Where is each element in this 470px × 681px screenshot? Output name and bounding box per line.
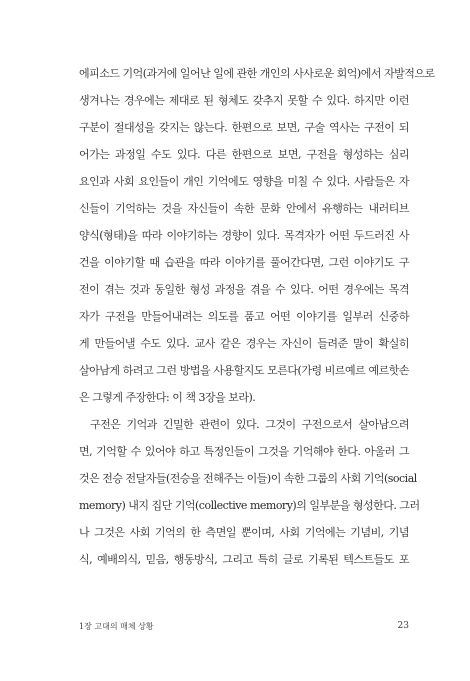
text-line: 양식(형태)을 따라 이야기하는 경향이 있다. 목격자가 어떤 두드러진 사 (79, 229, 409, 242)
body-text (79, 60, 435, 573)
text-line: 요인과 사회 요인들이 개인 기억에도 영향을 미칠 수 있다. 사람들은 자 (79, 175, 409, 188)
paragraph-2 (79, 411, 420, 573)
text-line: 어가는 과정일 수도 있다. 다른 한편으로 보면, 구전을 형성하는 심리 (79, 148, 409, 161)
text-line: 것은 전승 전달자들(전승을 전해주는 이들)이 속한 그룹의 사회 기억(social (79, 472, 417, 485)
text-line: 구분이 절대성을 갖지는 않는다. 한편으로 보면, 구술 역사는 구전이 되 (79, 121, 409, 134)
text-line: 은 그렇게 주장한다: 이 책 3장을 보라). (79, 391, 256, 404)
text-line: 구전은 기억과 긴밀한 관련이 있다. 그것이 구전으로서 살아남으려 (90, 418, 409, 431)
text-line: 전이 겪는 것과 동일한 형성 과정을 겪을 수 있다. 어떤 경우에는 목격 (79, 283, 409, 296)
paragraph-1 (79, 60, 435, 411)
text-line: 자가 구전을 만들어내려는 의도를 품고 어떤 이야기를 일부러 신중하 (79, 310, 409, 323)
text-line: 살아남게 하려고 그런 방법을 사용할지도 모른다(가령 비르예르 예르핫손 (79, 364, 409, 377)
text-line: 에피소드 기억(과거에 일어난 일에 관한 개인의 사사로운 회억)에서 자발적으로 (79, 67, 435, 80)
text-line: memory) 내지 집단 기억(collective memory)의 일부분을 형성한다. 그러 (79, 499, 420, 512)
text-line: 건을 이야기할 때 습관을 따라 이야기를 풀어간다면, 그런 이야기도 구 (79, 256, 409, 269)
text-line: 나 그것은 사회 기억의 한 측면일 뿐이며, 사회 기억에는 기념비, 기념 (79, 526, 409, 539)
text-line: 생겨나는 경우에는 제대로 된 형체도 갖추지 못할 수 있다. 하지만 이런 (79, 94, 409, 107)
text-line: 신들이 기억하는 것을 자신들이 속한 문화 안에서 유행하는 내러티브 (79, 202, 409, 215)
page-number: 23 (397, 621, 409, 631)
text-line: 게 만들어낼 수도 있다. 교사 같은 경우는 자신이 들려준 말이 확실히 (79, 337, 409, 350)
text-line: 면, 기억할 수 있어야 하고 특정인들이 그것을 기억해야 한다. 아울러 그 (79, 445, 409, 458)
running-footer-chapter: 1장 고대의 매체 상황 (79, 622, 154, 631)
text-line: 식, 예배의식, 믿음, 행동방식, 그리고 특히 글로 기록된 텍스트들도 포 (79, 553, 409, 566)
